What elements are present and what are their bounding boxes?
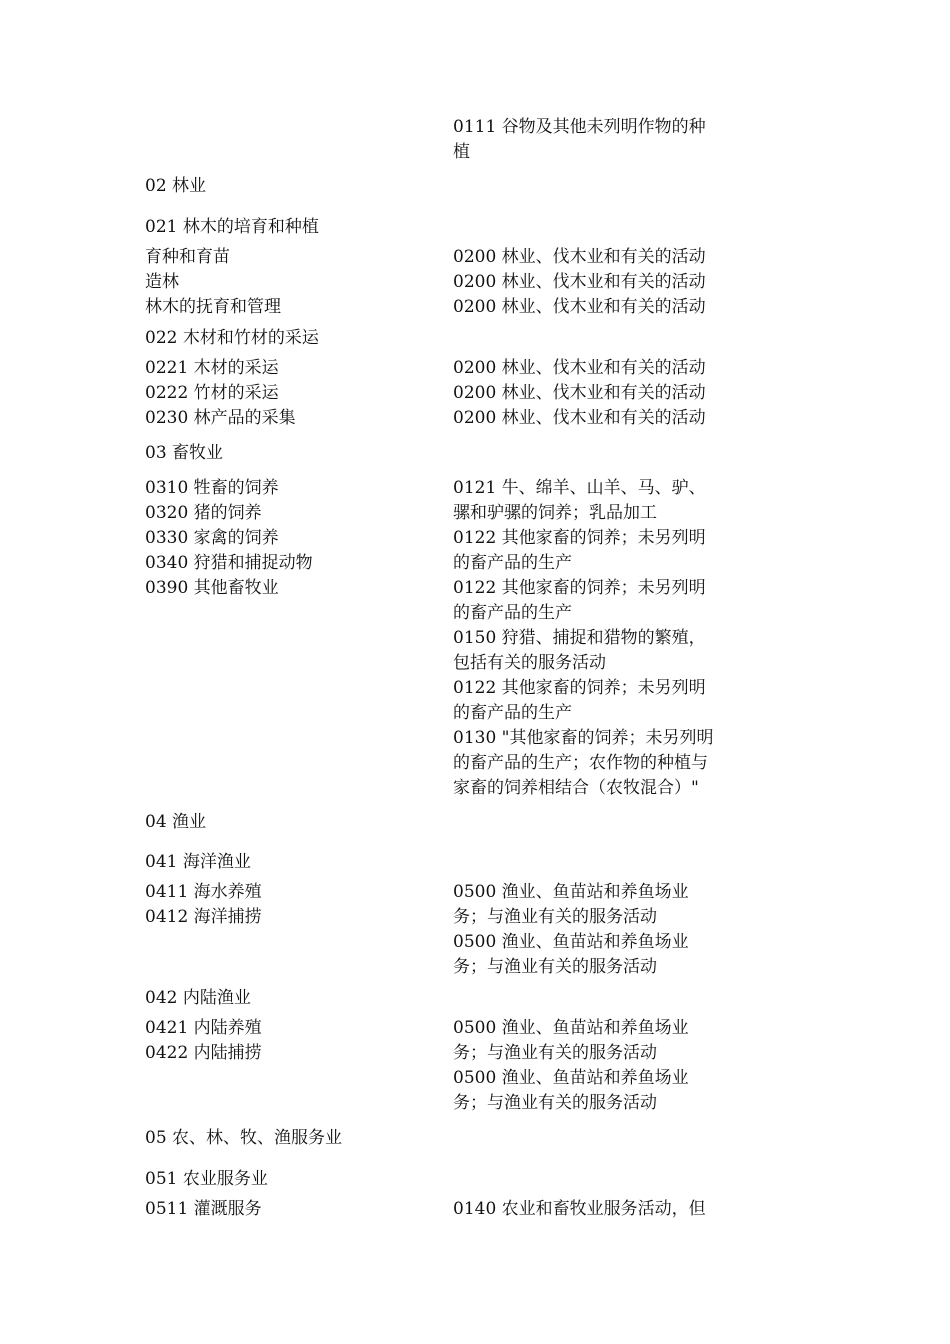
section-heading: 04 渔业 (145, 812, 207, 832)
text-line: 0111 谷物及其他未列明作物的种 (453, 117, 706, 137)
text-line: 0310 牲畜的饲养 (145, 478, 279, 498)
text-line: 0500 渔业、鱼苗站和养鱼场业 (453, 1068, 689, 1088)
text-line: 0122 其他家畜的饲养；未另列明 (453, 678, 706, 698)
text-line: 0130 "其他家畜的饲养；未另列明 (453, 728, 714, 748)
text-line: 0422 内陆捕捞 (145, 1043, 262, 1063)
text-line: 务；与渔业有关的服务活动 (453, 957, 657, 977)
text-line: 0340 狩猎和捕捉动物 (145, 553, 313, 573)
text-line: 的畜产品的生产 (453, 603, 572, 623)
text-line: 务；与渔业有关的服务活动 (453, 1043, 657, 1063)
text-line: 0122 其他家畜的饲养；未另列明 (453, 578, 706, 598)
text-line: 0421 内陆养殖 (145, 1018, 262, 1038)
text-line: 0221 木材的采运 (145, 358, 279, 378)
text-line: 0511 灌溉服务 (145, 1199, 262, 1219)
text-line: 0222 竹材的采运 (145, 383, 279, 403)
text-line: 0320 猪的饲养 (145, 503, 262, 523)
section-heading: 05 农、林、牧、渔服务业 (145, 1128, 343, 1148)
text-line: 务；与渔业有关的服务活动 (453, 907, 657, 927)
text-line: 0200 林业、伐木业和有关的活动 (453, 358, 706, 378)
text-line: 务；与渔业有关的服务活动 (453, 1093, 657, 1113)
text-line: 0390 其他畜牧业 (145, 578, 279, 598)
text-line: 0330 家禽的饲养 (145, 528, 279, 548)
text-line: 0500 渔业、鱼苗站和养鱼场业 (453, 932, 689, 952)
text-line: 的畜产品的生产 (453, 553, 572, 573)
subsection-heading: 042 内陆渔业 (145, 988, 251, 1008)
text-line: 0230 林产品的采集 (145, 408, 296, 428)
section-heading: 02 林业 (145, 176, 207, 196)
subsection-heading: 022 木材和竹材的采运 (145, 328, 319, 348)
text-line: 0150 狩猎、捕捉和猎物的繁殖， (453, 628, 706, 648)
text-line: 育种和育苗 (145, 247, 230, 267)
text-line: 0122 其他家畜的饲养；未另列明 (453, 528, 706, 548)
text-line: 0500 渔业、鱼苗站和养鱼场业 (453, 882, 689, 902)
text-line: 0411 海水养殖 (145, 882, 262, 902)
text-line: 0200 林业、伐木业和有关的活动 (453, 272, 706, 292)
subsection-heading: 041 海洋渔业 (145, 852, 251, 872)
text-line: 骡和驴骡的饲养；乳品加工 (453, 503, 657, 523)
text-line: 0140 农业和畜牧业服务活动，但 (453, 1199, 706, 1219)
text-line: 0200 林业、伐木业和有关的活动 (453, 247, 706, 267)
text-line: 0412 海洋捕捞 (145, 907, 262, 927)
text-line: 0121 牛、绵羊、山羊、马、驴、 (453, 478, 706, 498)
text-line: 造林 (145, 272, 179, 292)
text-line: 林木的抚育和管理 (145, 297, 281, 317)
text-line: 0200 林业、伐木业和有关的活动 (453, 408, 706, 428)
text-line: 0200 林业、伐木业和有关的活动 (453, 297, 706, 317)
text-line: 的畜产品的生产 (453, 703, 572, 723)
text-line: 包括有关的服务活动 (453, 653, 606, 673)
subsection-heading: 021 林木的培育和种植 (145, 217, 319, 237)
text-line: 的畜产品的生产；农作物的种植与 (453, 753, 708, 773)
subsection-heading: 051 农业服务业 (145, 1169, 268, 1189)
text-line: 家畜的饲养相结合（农牧混合）" (453, 778, 699, 798)
section-heading: 03 畜牧业 (145, 443, 224, 463)
text-line: 0500 渔业、鱼苗站和养鱼场业 (453, 1018, 689, 1038)
text-line: 植 (453, 142, 470, 162)
text-line: 0200 林业、伐木业和有关的活动 (453, 383, 706, 403)
